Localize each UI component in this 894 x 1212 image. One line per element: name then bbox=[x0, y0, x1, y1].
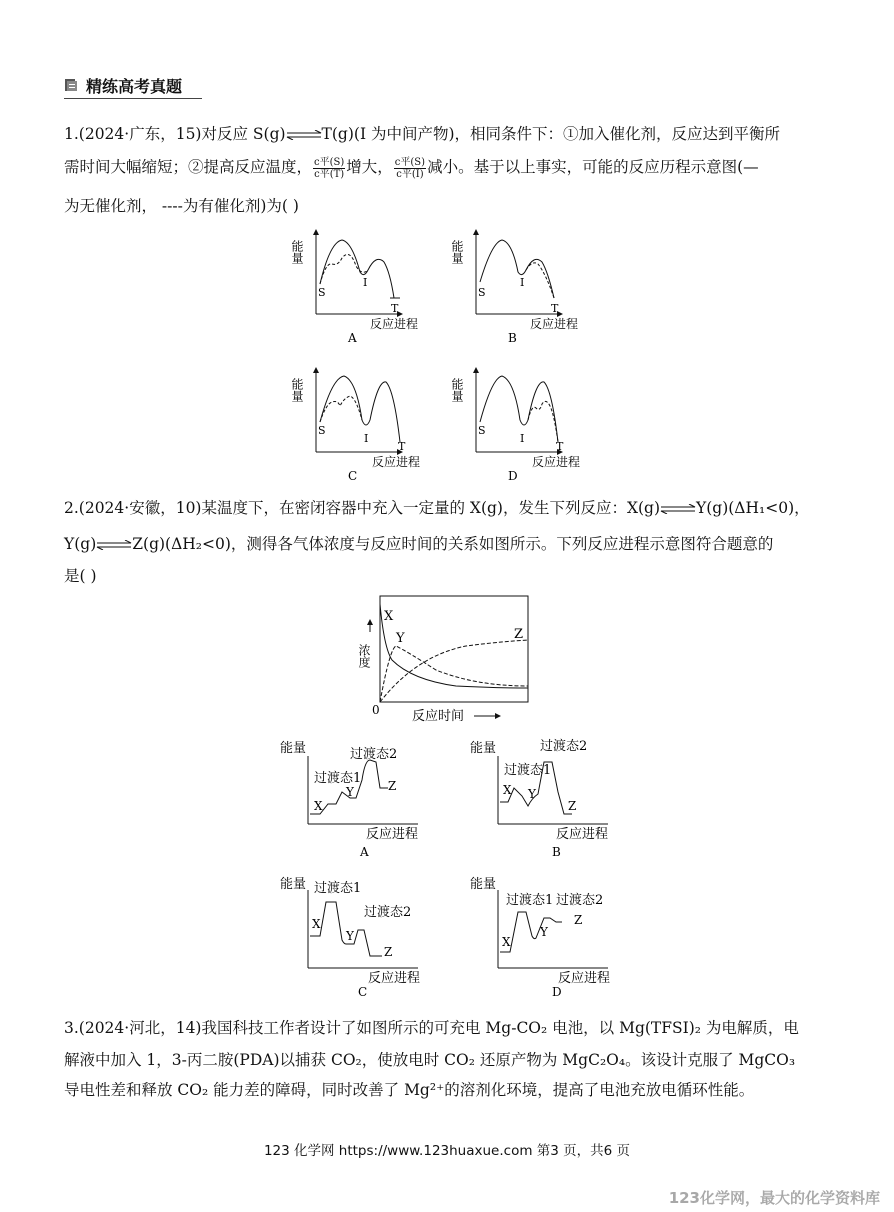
origin-label: 0 bbox=[372, 703, 380, 717]
q2-text-1a: 2.(2024·安徽，10)某温度下，在密闭容器中充入一定量的 X(g)，发生下列反应：X(g) bbox=[64, 499, 661, 517]
series-x bbox=[380, 604, 528, 688]
label-t: T bbox=[398, 440, 406, 453]
label-i: I bbox=[364, 432, 369, 445]
energy-label: 能量 bbox=[450, 378, 464, 402]
q1-panel-d bbox=[450, 368, 580, 480]
series-z bbox=[380, 640, 528, 702]
x-label: 反应进程 bbox=[368, 971, 421, 986]
fraction-s-t bbox=[313, 157, 345, 180]
equilibrium-arrow-icon bbox=[286, 130, 322, 140]
section-header bbox=[64, 72, 202, 99]
q2-line-2 bbox=[64, 532, 773, 554]
energy-label: 能量 bbox=[280, 877, 307, 892]
label-s: S bbox=[318, 424, 326, 437]
option-d: D bbox=[552, 985, 562, 999]
q1-line-2 bbox=[64, 155, 759, 180]
fraction-s-i bbox=[394, 157, 426, 180]
fraction-denominator: c平(I) bbox=[396, 168, 424, 180]
uncatalyzed-curve bbox=[480, 376, 558, 442]
x-label: 反应进程 bbox=[370, 317, 419, 331]
q1-text-3: 为无催化剂， ----为有催化剂)为( ) bbox=[64, 197, 299, 215]
q2-text-1b: Y(g)(ΔH₁<0)， bbox=[696, 499, 810, 517]
label-y: Y bbox=[528, 787, 536, 801]
equilibrium-arrow-icon bbox=[96, 540, 132, 550]
option-a: A bbox=[348, 331, 357, 345]
catalyzed-curve bbox=[320, 396, 362, 422]
label-ts1: 过渡态1 bbox=[314, 881, 362, 896]
q2-line-1 bbox=[64, 496, 810, 518]
label-y: Y bbox=[396, 631, 405, 646]
q2-energy-diagrams bbox=[280, 736, 630, 1000]
label-t: T bbox=[551, 302, 559, 315]
option-b: B bbox=[552, 845, 561, 859]
label-z: Z bbox=[574, 913, 583, 927]
energy-label: 能量 bbox=[280, 741, 307, 756]
equilibrium-arrow-icon bbox=[660, 504, 696, 514]
option-c: C bbox=[358, 985, 368, 999]
x-label: 反应进程 bbox=[530, 317, 579, 331]
q1-panel-c bbox=[290, 368, 420, 480]
fraction-numerator: c平(S) bbox=[314, 156, 345, 168]
q1-line-3 bbox=[64, 194, 299, 216]
q1-text-1a: 1.(2024·广东，15)对反应 S(g) bbox=[64, 125, 286, 143]
q2-panel-d bbox=[470, 876, 610, 999]
q3-line-2: 解液中加入 1，3-丙二胺(PDA)以捕获 CO₂，使放电时 CO₂ 还原产物为 MgC₂O₄。该设计克服了 MgCO₃ bbox=[64, 1051, 796, 1069]
q2-text-2a: Y(g) bbox=[64, 535, 97, 553]
q1-panel-b bbox=[450, 230, 578, 345]
label-x: X bbox=[312, 917, 321, 931]
fraction-denominator: c平(T) bbox=[314, 168, 345, 180]
energy-label: 能量 bbox=[470, 877, 497, 892]
fraction-numerator: c平(S) bbox=[394, 156, 426, 168]
option-a: A bbox=[360, 845, 369, 859]
document-icon bbox=[64, 78, 78, 92]
series-y bbox=[380, 646, 528, 702]
label-t: T bbox=[391, 302, 399, 315]
watermark: 123化学网，最大的化学资料库 bbox=[668, 1189, 880, 1207]
label-z: Z bbox=[384, 945, 393, 959]
label-ts1: 过渡态1 bbox=[504, 763, 552, 778]
x-label: 反应进程 bbox=[372, 455, 421, 469]
energy-label: 能量 bbox=[450, 240, 464, 264]
q3-line-1: 3.(2024·河北，14)我国科技工作者设计了如图所示的可充电 Mg-CO₂ 电池，以 Mg(TFSI)₂ 为电解质，电 bbox=[64, 1019, 799, 1037]
label-ts1: 过渡态1 bbox=[314, 771, 362, 786]
label-ts1: 过渡态1 bbox=[506, 893, 554, 908]
energy-label: 能量 bbox=[290, 240, 304, 264]
q1-figure bbox=[290, 222, 620, 480]
q1-line-1 bbox=[64, 122, 780, 144]
option-b: B bbox=[508, 331, 517, 345]
q2-panel-b bbox=[470, 738, 608, 859]
q1-panel-a bbox=[290, 230, 418, 345]
label-z: Z bbox=[388, 779, 397, 793]
section-title: 精练高考真题 bbox=[86, 77, 183, 96]
uncatalyzed-curve bbox=[320, 376, 400, 442]
label-x: X bbox=[314, 799, 323, 813]
label-z: Z bbox=[568, 799, 577, 813]
label-x: X bbox=[502, 935, 511, 949]
label-t: T bbox=[556, 440, 564, 453]
q2-line-3 bbox=[64, 564, 97, 586]
label-s: S bbox=[318, 286, 326, 299]
label-ts2: 过渡态2 bbox=[350, 747, 398, 762]
page-footer: 123 化学网 https://www.123huaxue.com 第3 页，共6 页 bbox=[263, 1143, 631, 1159]
x-label: 反应进程 bbox=[366, 827, 419, 842]
q1-text-2b: 增大， bbox=[346, 158, 393, 176]
q3-line-3: 导电性差和释放 CO₂ 能力差的障碍，同时改善了 Mg²⁺的溶剂化环境，提高了电池充放电循环性能。 bbox=[64, 1081, 755, 1099]
label-i: I bbox=[520, 276, 525, 289]
label-x: X bbox=[503, 783, 512, 797]
y-axis-label: 浓度 bbox=[357, 644, 371, 668]
x-label: 反应进程 bbox=[532, 455, 581, 469]
x-label: 反应进程 bbox=[556, 827, 609, 842]
label-s: S bbox=[478, 424, 486, 437]
label-y: Y bbox=[346, 929, 354, 943]
uncatalyzed-curve bbox=[320, 240, 394, 298]
option-d: D bbox=[508, 469, 518, 480]
label-ts2: 过渡态2 bbox=[556, 893, 604, 908]
q1-text-2a: 需时间大幅缩短；②提高反应温度， bbox=[64, 158, 313, 176]
uncatalyzed-curve bbox=[480, 240, 554, 298]
x-label: 反应进程 bbox=[558, 971, 611, 986]
option-c: C bbox=[348, 469, 358, 480]
label-y: Y bbox=[346, 785, 354, 799]
label-x: X bbox=[384, 609, 394, 624]
label-ts2: 过渡态2 bbox=[364, 905, 412, 920]
label-i: I bbox=[520, 432, 525, 445]
q2-panel-c bbox=[280, 876, 420, 999]
label-z: Z bbox=[514, 627, 524, 642]
q2-panel-a bbox=[280, 740, 418, 859]
label-i: I bbox=[363, 276, 368, 289]
q1-text-1b: T(g)(I 为中间产物)，相同条件下：①加入催化剂，反应达到平衡所 bbox=[321, 125, 781, 143]
q1-text-2c: 减小。基于以上事实，可能的反应历程示意图(— bbox=[427, 158, 759, 176]
energy-label: 能量 bbox=[290, 378, 304, 402]
catalyzed-curve bbox=[528, 401, 558, 442]
q2-text-3: 是( ) bbox=[64, 567, 97, 585]
q2-concentration-chart bbox=[356, 590, 542, 724]
label-s: S bbox=[478, 286, 486, 299]
energy-label: 能量 bbox=[470, 741, 497, 756]
q2-text-2b: Z(g)(ΔH₂<0)，测得各气体浓度与反应时间的关系如图所示。下列反应进程示意图符合题意的 bbox=[132, 535, 774, 553]
label-y: Y bbox=[540, 925, 548, 939]
label-ts2: 过渡态2 bbox=[540, 739, 588, 754]
x-axis-label: 反应时间 bbox=[412, 709, 465, 724]
